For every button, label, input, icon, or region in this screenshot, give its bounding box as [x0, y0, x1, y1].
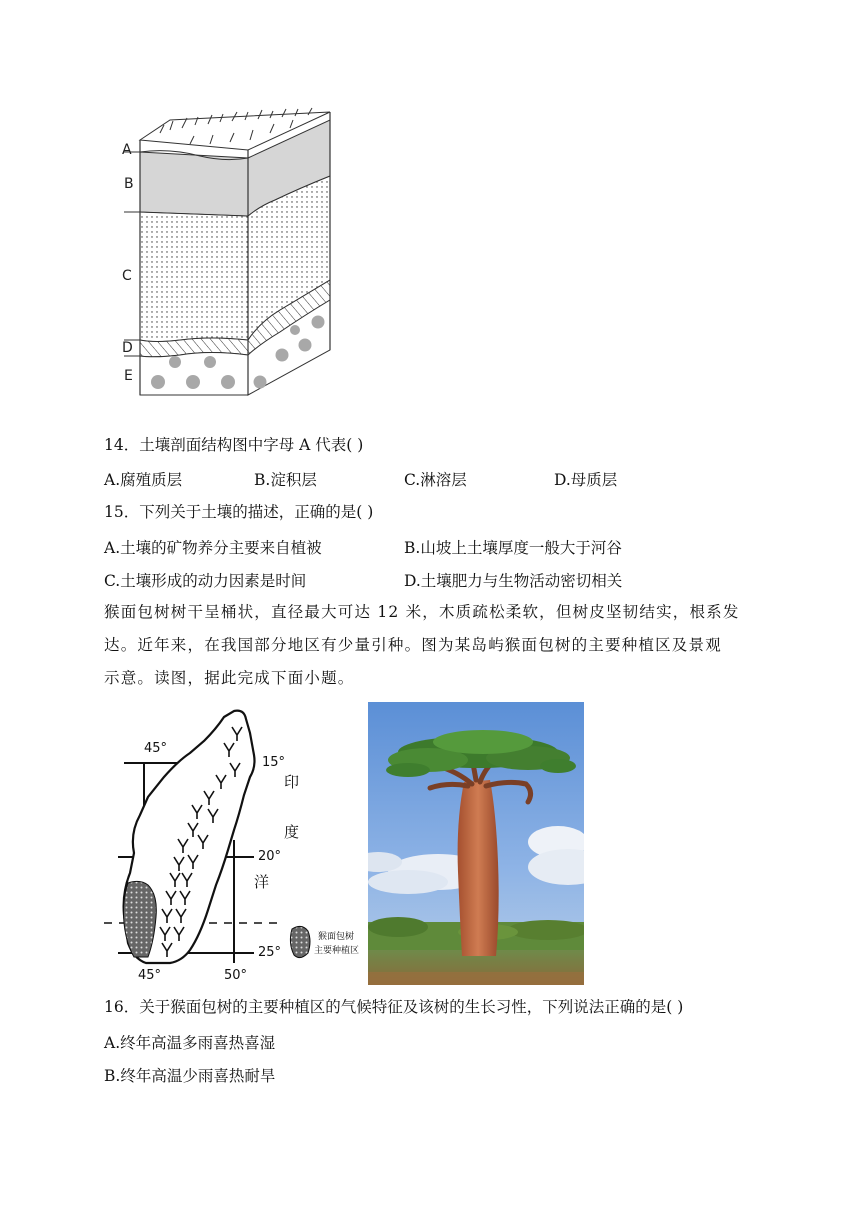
- q14-option-a[interactable]: A.腐殖质层: [104, 471, 183, 489]
- soil-label-c: C: [122, 268, 132, 284]
- q16-option-a[interactable]: A.终年高温多雨喜热喜湿: [104, 1034, 276, 1052]
- baobab-photo: [368, 702, 584, 985]
- map-ocean-char-3: 洋: [254, 873, 270, 891]
- map-lat-20: 20°: [258, 849, 282, 864]
- q14-option-b[interactable]: B.淀积层: [254, 471, 317, 489]
- passage-line-1: 猴面包树树干呈桶状，直径最大可达 12 米，木质疏松柔软，但树皮坚韧结实，根系发: [104, 603, 740, 621]
- passage: [104, 596, 754, 695]
- island-map-figure: [104, 705, 366, 987]
- soil-label-b: B: [124, 176, 134, 192]
- baobab-tree-image: [368, 702, 584, 985]
- q14-option-d[interactable]: D.母质层: [554, 471, 618, 489]
- question-15-stem: 15．下列关于土壤的描述，正确的是( ): [104, 503, 374, 521]
- q15-option-b[interactable]: B.山坡上土壤厚度一般大于河谷: [404, 539, 622, 557]
- soil-profile-figure: [110, 100, 350, 400]
- q14-option-c[interactable]: C.淋溶层: [404, 471, 467, 489]
- map-ocean-char-1: 印: [284, 773, 300, 791]
- map-legend-line-1: 猴面包树: [318, 932, 355, 942]
- passage-line-2: 达。近年来，在我国部分地区有少量引种。图为某岛屿猴面包树的主要种植区及景观: [104, 636, 722, 654]
- soil-label-a: A: [122, 142, 132, 158]
- question-16-stem: 16．关于猴面包树的主要种植区的气候特征及该树的生长习性，下列说法正确的是( ): [104, 998, 684, 1016]
- map-lon-45-bottom: 45°: [138, 968, 162, 983]
- map-lat-25: 25°: [258, 945, 282, 960]
- q16-option-b[interactable]: B.终年高温少雨喜热耐旱: [104, 1067, 276, 1085]
- q15-option-a[interactable]: A.土壤的矿物养分主要来自植被: [104, 539, 322, 557]
- map-ocean-char-2: 度: [284, 823, 300, 841]
- soil-label-d: D: [122, 340, 133, 356]
- soil-profile-diagram: [110, 100, 350, 400]
- passage-line-3: 示意。读图，据此完成下面小题。: [104, 669, 355, 687]
- map-lon-45-top: 45°: [144, 741, 168, 756]
- q15-option-d[interactable]: D.土壤肥力与生物活动密切相关: [404, 572, 623, 590]
- map-lat-15: 15°: [262, 755, 286, 770]
- q15-option-c[interactable]: C.土壤形成的动力因素是时间: [104, 572, 307, 590]
- soil-label-e: E: [124, 368, 133, 384]
- map-lon-50-bottom: 50°: [224, 968, 248, 983]
- question-14-stem: 14．土壤剖面结构图中字母 A 代表( ): [104, 436, 364, 454]
- map-legend-line-2: 主要种植区: [314, 946, 360, 956]
